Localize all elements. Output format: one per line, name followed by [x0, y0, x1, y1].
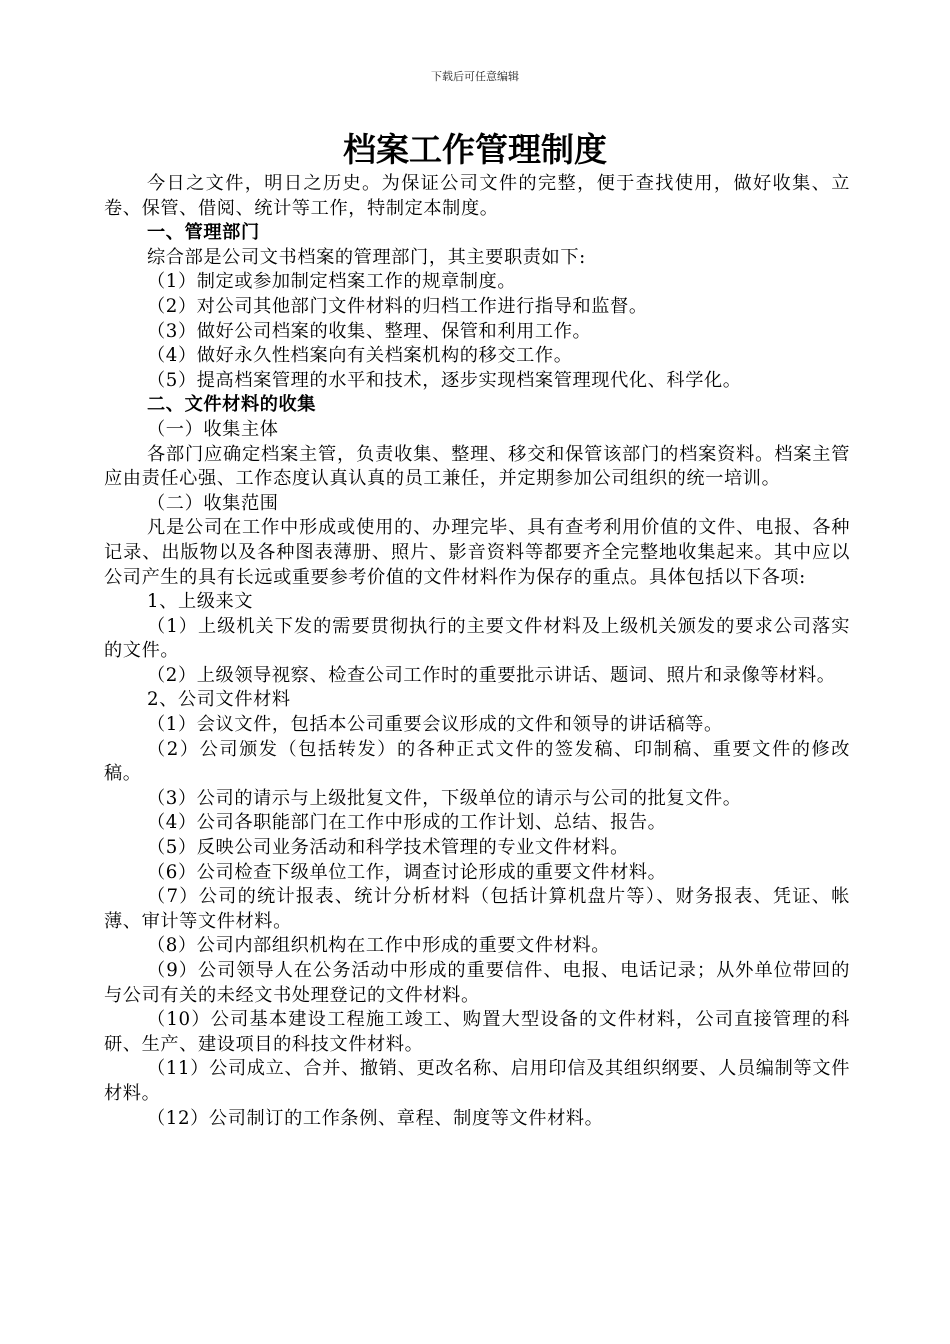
list-item: （1）会议文件，包括本公司重要会议形成的文件和领导的讲话稿等。	[147, 714, 723, 736]
document-body	[104, 172, 850, 1131]
document-title: 档案工作管理制度	[343, 130, 607, 169]
list-item: （11）公司成立、合并、撤销、更改名称、启用印信及其组织纲要、人员编制等文件材料。	[104, 1058, 850, 1104]
list-item: （2）上级领导视察、检查公司工作时的重要批示讲话、题词、照片和录像等材料。	[147, 664, 836, 686]
list-item: （4）公司各职能部门在工作中形成的工作计划、总结、报告。	[147, 812, 667, 834]
page-header: 下载后可任意编辑	[431, 70, 519, 83]
intro-paragraph: 今日之文件，明日之历史。为保证公司文件的完整，便于查找使用，做好收集、立卷、保管、借阅、统计等工作，特制定本制度。	[104, 173, 850, 219]
duty-item: （2）对公司其他部门文件材料的归档工作进行指导和监督。	[147, 295, 648, 317]
list-item: （5）反映公司业务活动和科学技术管理的专业文件材料。	[147, 837, 629, 859]
section-lead: 综合部是公司文书档案的管理部门，其主要职责如下:	[147, 246, 586, 268]
section-heading: 一、管理部门	[147, 222, 260, 244]
list-item: （1）上级机关下发的需要贯彻执行的主要文件材料及上级机关颁发的要求公司落实的文件。	[104, 615, 850, 662]
list-item: （9）公司领导人在公务活动中形成的重要信件、电报、电话记录；从外单位带回的与公司有关的未经文书处理登记的文件材料。	[104, 960, 850, 1006]
duty-item: （3）做好公司档案的收集、整理、保管和利用工作。	[147, 320, 592, 342]
list-item: （12）公司制订的工作条例、章程、制度等文件材料。	[147, 1107, 604, 1129]
subsection-text: 凡是公司在工作中形成或使用的、办理完毕、具有查考利用价值的文件、电报、各种记录、出版物以及各种图表薄册、照片、影音资料等都要齐全完整地收集起来。其中应以公司产生的具有长远或重要参考价值的文件材料作为保存的重点。具体包括以下各项:	[104, 517, 850, 588]
list-item: （8）公司内部组织机构在工作中形成的重要文件材料。	[147, 935, 611, 957]
subsection-heading: （一）收集主体	[147, 418, 279, 440]
duty-item: （1）制定或参加制定档案工作的规章制度。	[147, 271, 517, 293]
category-heading: 1、上级来文	[147, 591, 254, 613]
category-heading: 2、公司文件材料	[147, 689, 291, 711]
list-item: （10）公司基本建设工程施工竣工、购置大型设备的文件材料，公司直接管理的科研、生产、建设项目的科技文件材料。	[104, 1009, 850, 1055]
subsection-text: 各部门应确定档案主管，负责收集、整理、移交和保管该部门的档案资料。档案主管应由责任心强、工作态度认真认真的员工兼任，并定期参加公司组织的统一培训。	[104, 443, 850, 490]
list-item: （2）公司颁发（包括转发）的各种正式文件的签发稿、印制稿、重要文件的修改稿。	[104, 738, 850, 785]
list-item: （3）公司的请示与上级批复文件，下级单位的请示与公司的批复文件。	[147, 787, 742, 809]
list-item: （7）公司的统计报表、统计分析材料（包括计算机盘片等）、财务报表、凭证、帐薄、审计等文件材料。	[104, 886, 850, 932]
subsection-heading: （二）收集范围	[147, 492, 279, 514]
duty-item: （4）做好永久性档案向有关档案机构的移交工作。	[147, 345, 573, 367]
section-heading: 二、文件材料的收集	[147, 394, 317, 416]
duty-item: （5）提高档案管理的水平和技术，逐步实现档案管理现代化、科学化。	[147, 369, 742, 391]
list-item: （6）公司检查下级单位工作，调查讨论形成的重要文件材料。	[147, 861, 667, 883]
